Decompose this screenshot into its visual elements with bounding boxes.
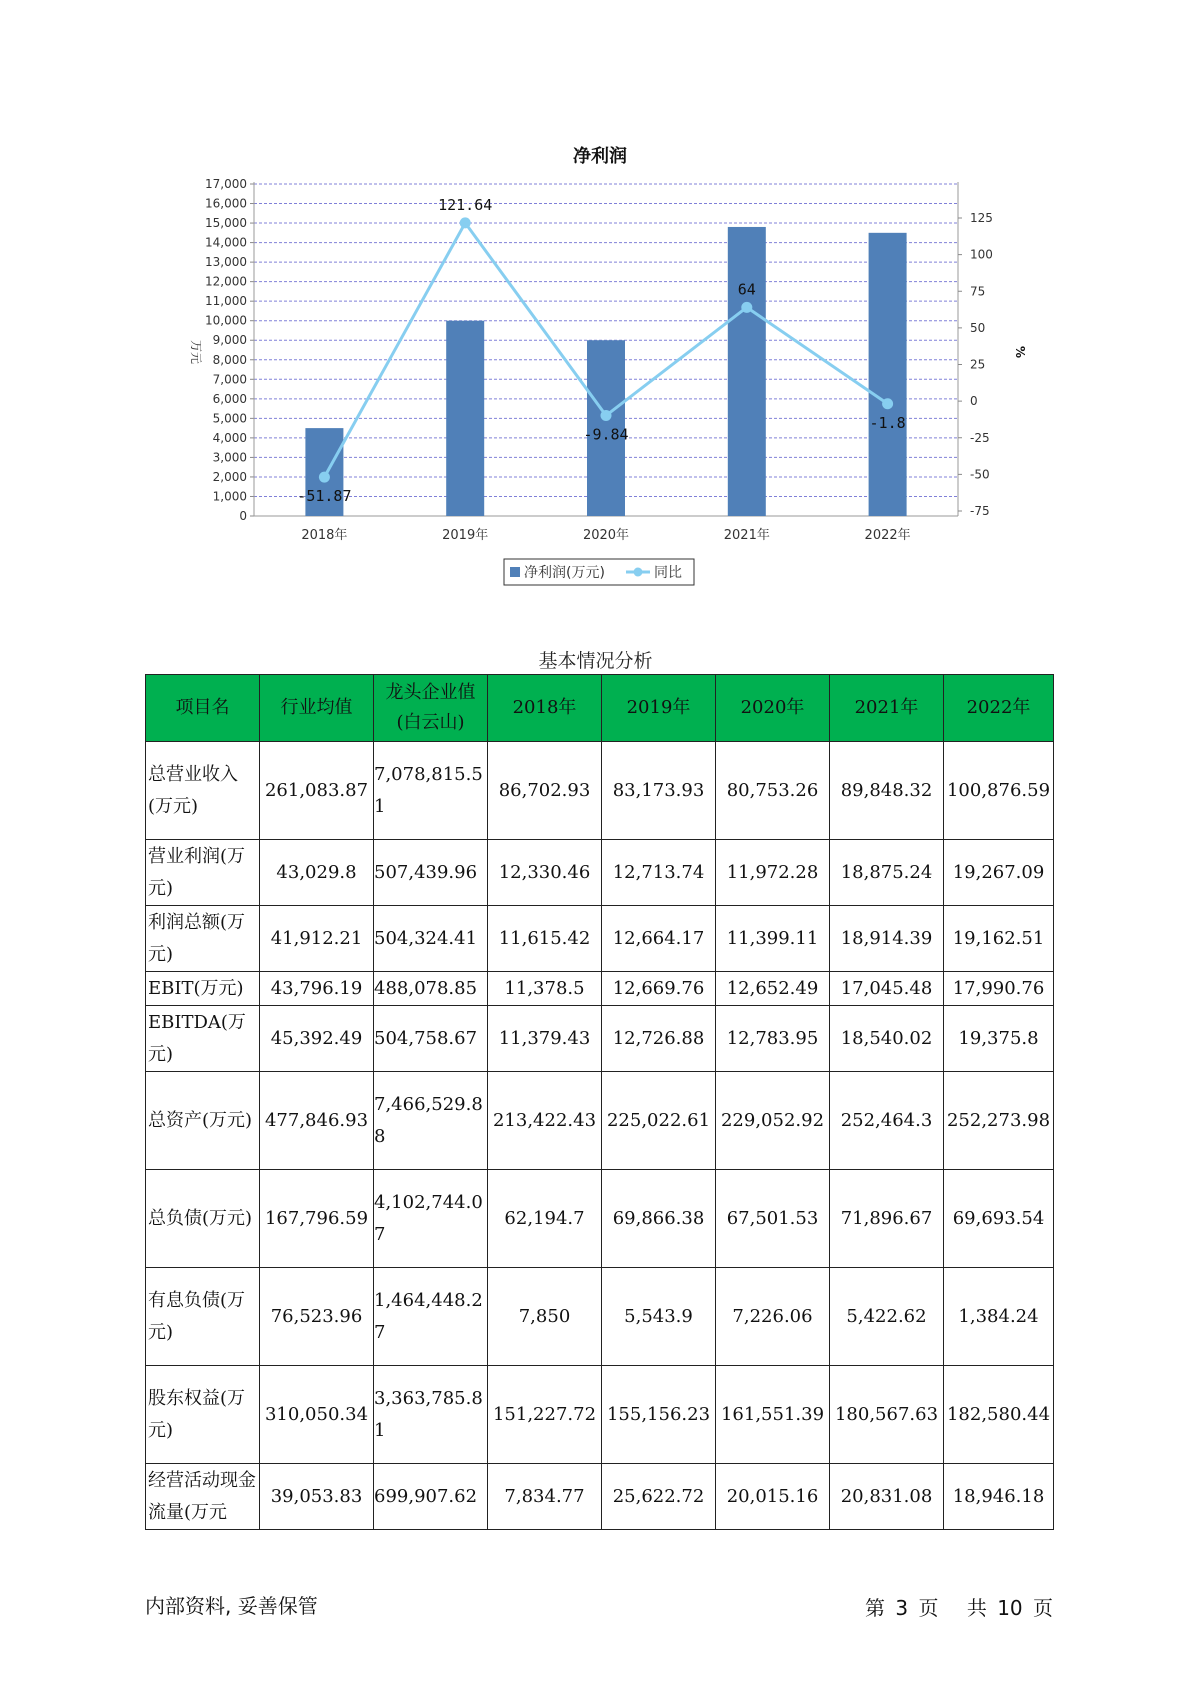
cell-value: 167,796.59 [260, 1170, 374, 1268]
total-unit: 页 [1033, 1596, 1053, 1620]
cell-value: 3,363,785.81 [374, 1366, 488, 1464]
y-tick-label: 17,000 [205, 177, 247, 191]
y-tick-label: 10,000 [205, 313, 247, 328]
bar-net-profit [446, 321, 484, 516]
legend-line-label: 同比 [654, 565, 682, 581]
cell-value: 213,422.43 [488, 1072, 602, 1170]
cell-value: 80,753.26 [716, 742, 830, 840]
cell-value: 12,652.49 [716, 972, 830, 1006]
cell-value: 7,834.77 [488, 1464, 602, 1530]
cell-value: 71,896.67 [830, 1170, 944, 1268]
cell-value: 504,758.67 [374, 1006, 488, 1072]
table-row-ebitda [146, 1006, 1054, 1072]
table-row-operating-profit [146, 840, 1054, 906]
row-label: 总资产(万元) [146, 1072, 260, 1170]
y-right-tick-label: 25 [970, 357, 986, 372]
yoy-data-label: -51.87 [297, 487, 352, 506]
row-label: EBITDA(万元) [146, 1006, 260, 1072]
net-profit-chart [0, 0, 1191, 600]
table-row-total-assets [146, 1072, 1054, 1170]
yoy-data-label: -9.84 [583, 425, 629, 444]
cell-value: 4,102,744.07 [374, 1170, 488, 1268]
basic-analysis-table [145, 674, 1054, 1530]
yoy-data-label: -1.8 [869, 413, 906, 432]
total-number: 10 [997, 1596, 1023, 1620]
y-right-tick-label: 0 [970, 394, 978, 409]
cell-value: 12,669.76 [602, 972, 716, 1006]
cell-value: 252,273.98 [944, 1072, 1054, 1170]
cell-value: 69,866.38 [602, 1170, 716, 1268]
cell-value: 12,726.88 [602, 1006, 716, 1072]
cell-value: 83,173.93 [602, 742, 716, 840]
y-tick-label: 15,000 [205, 216, 247, 231]
cell-value: 20,831.08 [830, 1464, 944, 1530]
cell-value: 11,615.42 [488, 906, 602, 972]
row-label: 利润总额(万元) [146, 906, 260, 972]
x-tick-label: 2019年 [442, 528, 489, 543]
table-header-row [146, 675, 1054, 742]
chart-title: 净利润 [573, 146, 627, 167]
cell-value: 18,914.39 [830, 906, 944, 972]
cell-value: 18,946.18 [944, 1464, 1054, 1530]
cell-value: 504,324.41 [374, 906, 488, 972]
y-tick-label: 13,000 [205, 255, 247, 270]
row-label: 总负债(万元) [146, 1170, 260, 1268]
footer-note: 内部资料, 妥善保管 [145, 1594, 318, 1618]
cell-value: 488,078.85 [374, 972, 488, 1006]
cell-value: 477,846.93 [260, 1072, 374, 1170]
cell-value: 182,580.44 [944, 1366, 1054, 1464]
cell-value: 12,783.95 [716, 1006, 830, 1072]
cell-value: 7,226.06 [716, 1268, 830, 1366]
row-label: 有息负债(万元) [146, 1268, 260, 1366]
y-tick-label: 9,000 [212, 333, 247, 348]
cell-value: 69,693.54 [944, 1170, 1054, 1268]
y-tick-label: 8,000 [212, 352, 247, 367]
legend-bar-swatch [510, 567, 520, 577]
cell-value: 11,399.11 [716, 906, 830, 972]
x-tick-label: 2020年 [582, 528, 630, 543]
cell-value: 41,912.21 [260, 906, 374, 972]
row-label: 经营活动现金流量(万元 [146, 1464, 260, 1530]
cell-value: 7,078,815.51 [374, 742, 488, 840]
cell-value: 39,053.83 [260, 1464, 374, 1530]
cell-value: 62,194.7 [488, 1170, 602, 1268]
cell-value: 180,567.63 [830, 1366, 944, 1464]
y-tick-label: 4,000 [212, 430, 247, 445]
cell-value: 19,162.51 [944, 906, 1054, 972]
y-tick-label: 0 [239, 509, 247, 523]
table-row-interest-bearing-debt [146, 1268, 1054, 1366]
cell-value: 76,523.96 [260, 1268, 374, 1366]
x-tick-label: 2022年 [864, 528, 911, 543]
y-right-tick-label: 125 [970, 211, 993, 225]
y-right-axis-label: % [1013, 345, 1027, 359]
cell-value: 7,466,529.88 [374, 1072, 488, 1170]
table-row-ebit [146, 972, 1054, 1006]
yoy-data-label: 64 [737, 280, 756, 299]
cell-value: 155,156.23 [602, 1366, 716, 1464]
cell-value: 100,876.59 [944, 742, 1054, 840]
y-tick-label: 11,000 [205, 294, 247, 309]
cell-value: 25,622.72 [602, 1464, 716, 1530]
row-label: 股东权益(万元) [146, 1366, 260, 1464]
cell-value: 86,702.93 [488, 742, 602, 840]
header-2018: 2018年 [488, 675, 602, 742]
cell-value: 225,022.61 [602, 1072, 716, 1170]
x-tick-label: 2018年 [301, 528, 348, 543]
yoy-data-label: 121.64 [438, 195, 493, 214]
y-tick-label: 2,000 [212, 469, 247, 484]
yoy-point [460, 217, 471, 228]
total-prefix: 共 [966, 1596, 987, 1620]
cell-value: 12,713.74 [602, 840, 716, 906]
cell-value: 67,501.53 [716, 1170, 830, 1268]
cell-value: 17,045.48 [830, 972, 944, 1006]
y-right-tick-label: 100 [970, 247, 993, 262]
table-row-total-profit [146, 906, 1054, 972]
header-2022: 2022年 [944, 675, 1054, 742]
y-tick-label: 6,000 [212, 391, 247, 406]
cell-value: 18,540.02 [830, 1006, 944, 1072]
page-indicator [861, 1592, 1053, 1621]
cell-value: 12,330.46 [488, 840, 602, 906]
cell-value: 1,464,448.27 [374, 1268, 488, 1366]
y-right-tick-label: -75 [970, 504, 990, 518]
y-right-tick-label: -25 [970, 430, 990, 445]
cell-value: 7,850 [488, 1268, 602, 1366]
yoy-point [741, 302, 752, 313]
table-row-shareholder-equity [146, 1366, 1054, 1464]
cell-value: 11,379.43 [488, 1006, 602, 1072]
table-row-revenue [146, 742, 1054, 840]
cell-value: 20,015.16 [716, 1464, 830, 1530]
bar-net-profit [869, 233, 907, 516]
row-label: 营业利润(万元) [146, 840, 260, 906]
cell-value: 45,392.49 [260, 1006, 374, 1072]
table-row-total-liabilities [146, 1170, 1054, 1268]
page-unit: 页 [918, 1596, 939, 1620]
y-axis-label: 万元 [189, 339, 203, 365]
yoy-point [601, 410, 612, 421]
cell-value: 12,664.17 [602, 906, 716, 972]
bar-net-profit [728, 227, 766, 516]
y-tick-label: 3,000 [212, 450, 247, 465]
cell-value: 89,848.32 [830, 742, 944, 840]
page-prefix: 第 [865, 1596, 886, 1620]
cell-value: 507,439.96 [374, 840, 488, 906]
header-industry-avg: 行业均值 [260, 675, 374, 742]
header-item-name: 项目名 [146, 675, 260, 742]
y-tick-label: 1,000 [212, 489, 247, 504]
row-label: EBIT(万元) [146, 972, 260, 1006]
legend-bar-label: 净利润(万元) [524, 565, 605, 581]
chart-svg [0, 0, 1191, 600]
yoy-point [882, 398, 893, 409]
y-right-tick-label: 75 [970, 284, 986, 299]
cell-value: 229,052.92 [716, 1072, 830, 1170]
y-right-tick-label: 50 [970, 320, 986, 335]
y-tick-label: 16,000 [205, 196, 247, 211]
row-label: 总营业收入(万元) [146, 742, 260, 840]
page-number: 3 [895, 1596, 909, 1620]
cell-value: 17,990.76 [944, 972, 1054, 1006]
cell-value: 310,050.34 [260, 1366, 374, 1464]
y-tick-label: 5,000 [212, 411, 247, 426]
cell-value: 5,543.9 [602, 1268, 716, 1366]
header-2021: 2021年 [830, 675, 944, 742]
y-tick-label: 7,000 [212, 372, 247, 387]
cell-value: 5,422.62 [830, 1268, 944, 1366]
cell-value: 252,464.3 [830, 1072, 944, 1170]
header-leader-value: 龙头企业值(白云山) [374, 675, 488, 742]
cell-value: 11,972.28 [716, 840, 830, 906]
legend-line-marker [634, 568, 643, 577]
yoy-point [319, 472, 330, 483]
header-2020: 2020年 [716, 675, 830, 742]
table-row-operating-cash-flow [146, 1464, 1054, 1530]
x-tick-label: 2021年 [723, 528, 770, 543]
cell-value: 151,227.72 [488, 1366, 602, 1464]
header-2019: 2019年 [602, 675, 716, 742]
table-title: 基本情况分析 [538, 650, 653, 672]
cell-value: 261,083.87 [260, 742, 374, 840]
cell-value: 11,378.5 [488, 972, 602, 1006]
cell-value: 43,796.19 [260, 972, 374, 1006]
y-tick-label: 12,000 [205, 274, 247, 289]
cell-value: 43,029.8 [260, 840, 374, 906]
cell-value: 699,907.62 [374, 1464, 488, 1530]
cell-value: 161,551.39 [716, 1366, 830, 1464]
y-tick-label: 14,000 [205, 235, 247, 250]
y-right-tick-label: -50 [970, 467, 990, 482]
cell-value: 19,375.8 [944, 1006, 1054, 1072]
cell-value: 19,267.09 [944, 840, 1054, 906]
cell-value: 18,875.24 [830, 840, 944, 906]
cell-value: 1,384.24 [944, 1268, 1054, 1366]
